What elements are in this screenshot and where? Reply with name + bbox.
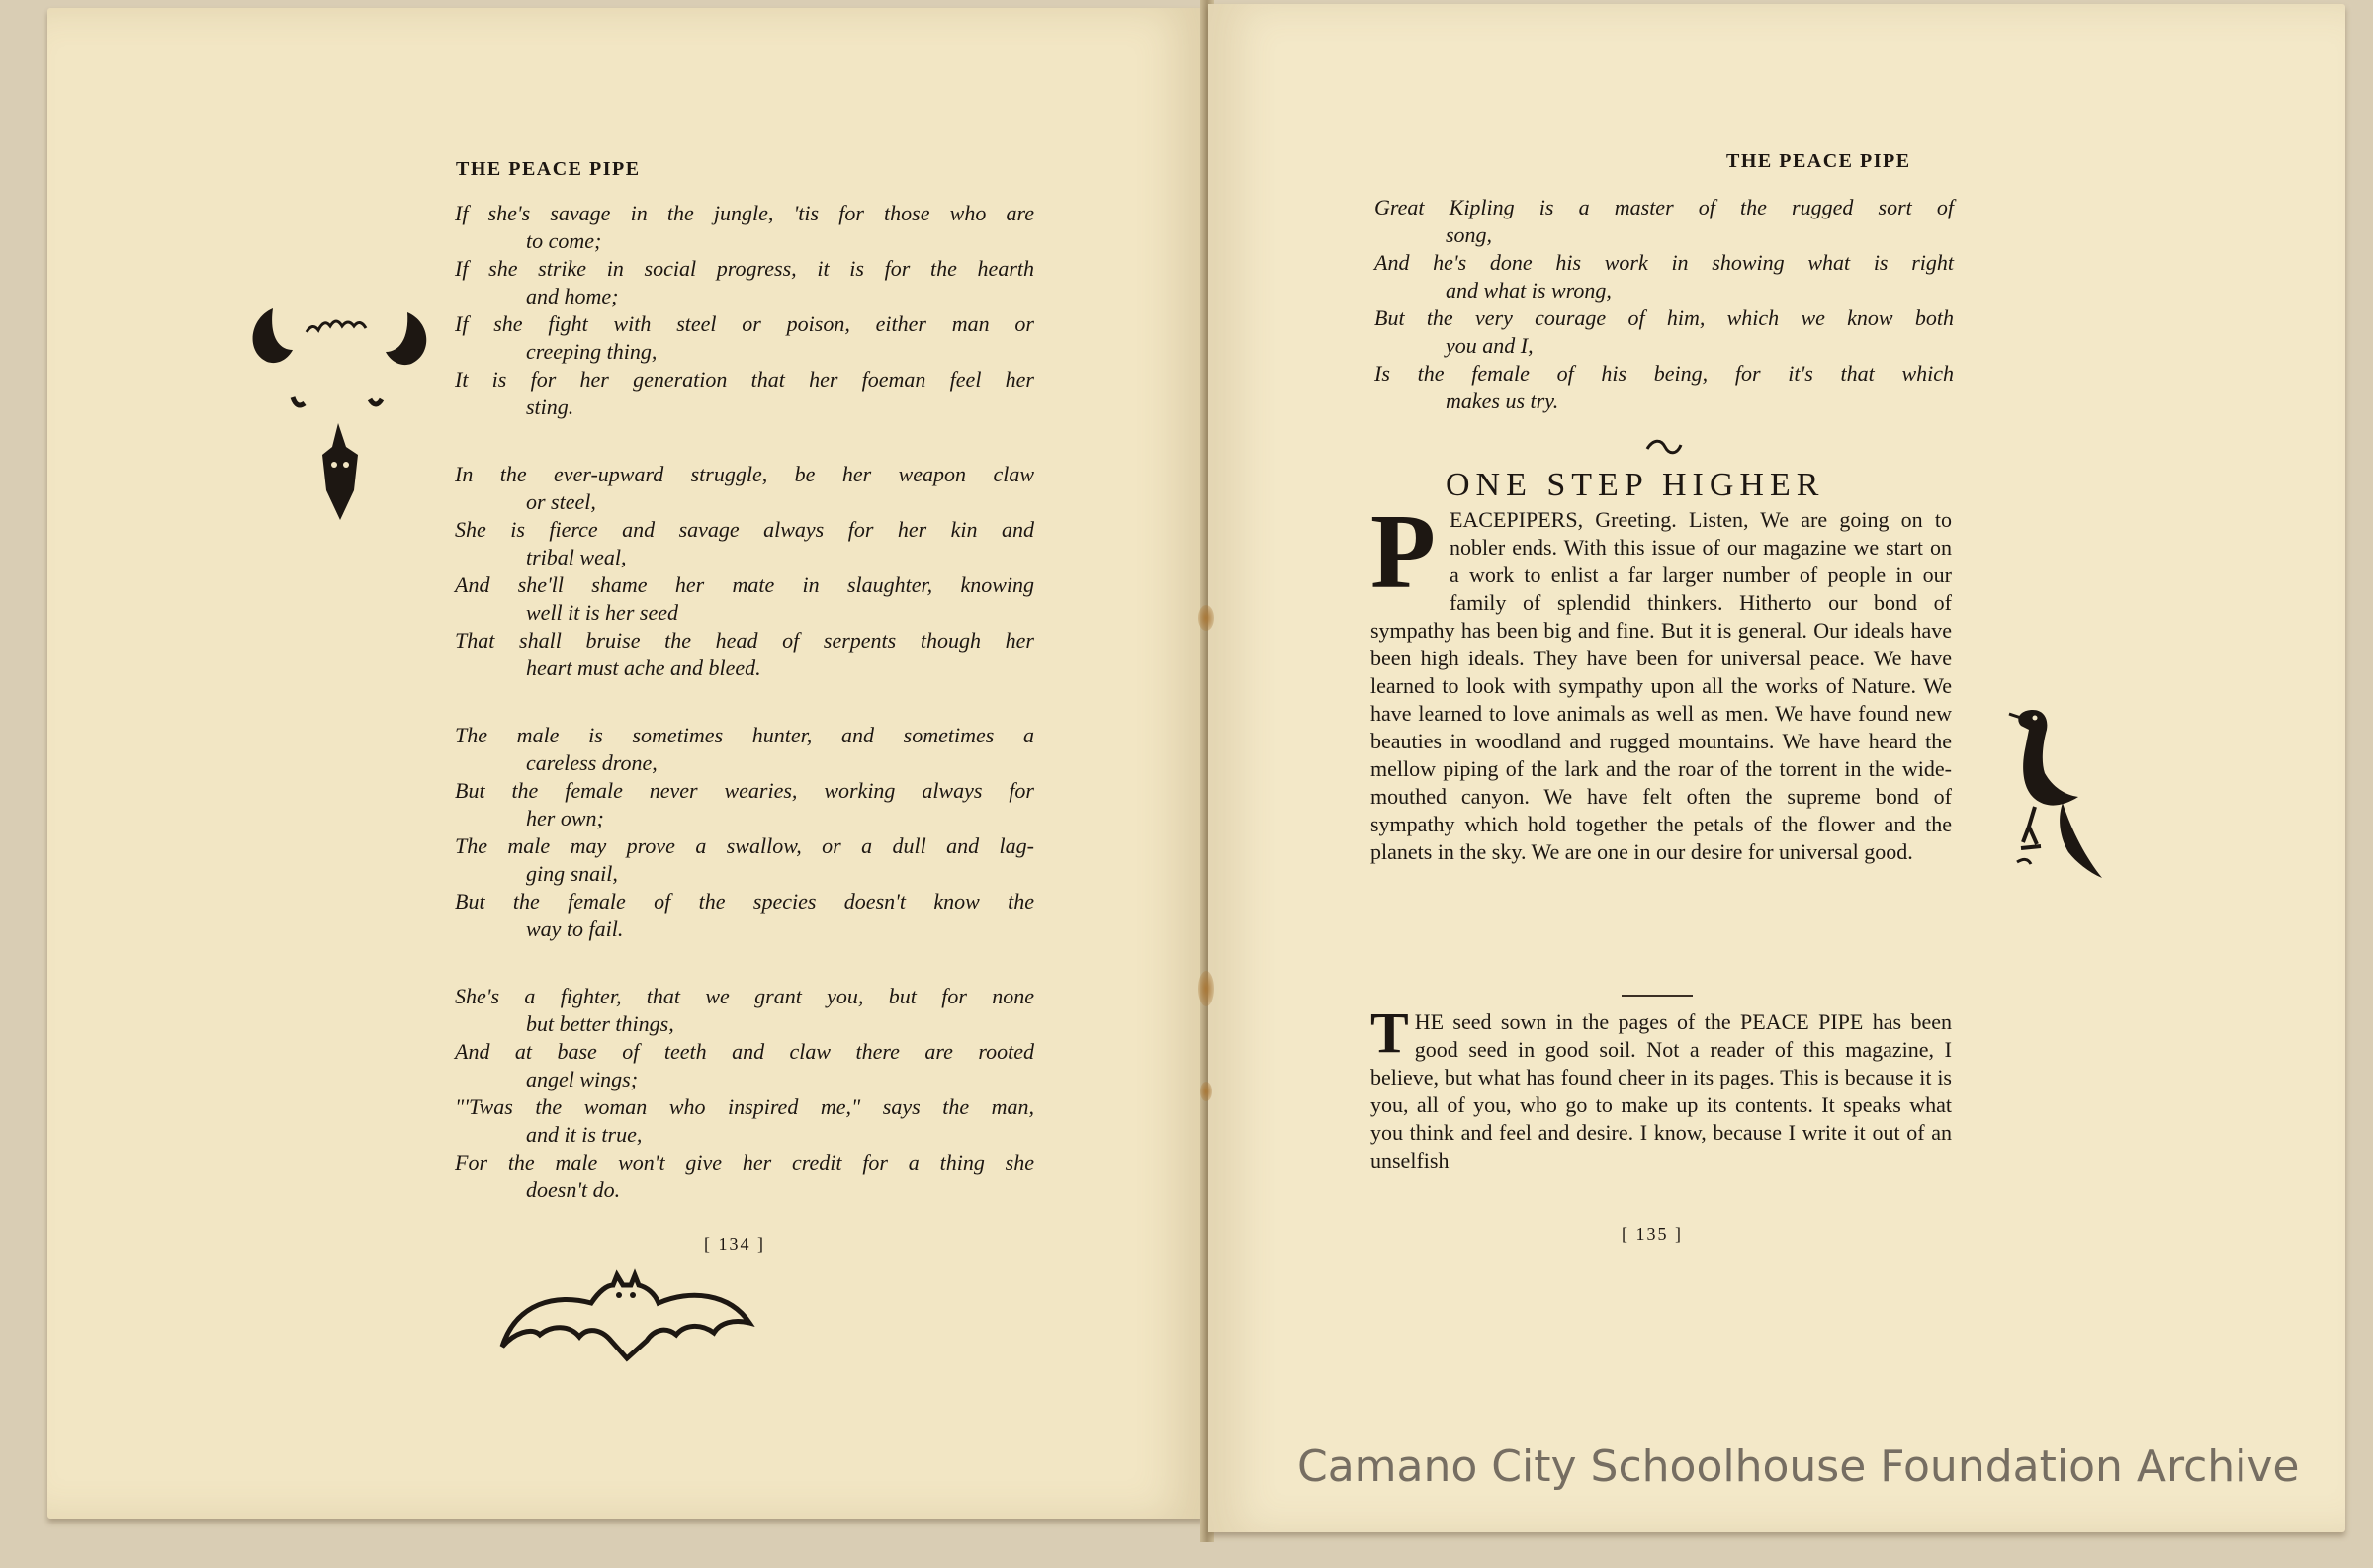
poem-stanza xyxy=(455,461,1034,682)
left-folio: [ 134 ] xyxy=(704,1234,765,1254)
poem-line: ging snail, xyxy=(526,861,618,886)
article-paragraph-1 xyxy=(1370,493,1952,866)
right-running-head: THE PEACE PIPE xyxy=(1726,150,1911,172)
poem-line: And he's done his work in showing what is right xyxy=(1374,250,1954,275)
poem-line: But the very courage of him, which we know both xyxy=(1374,305,1954,330)
poem-line: She's a fighter, that we grant you, but for none xyxy=(455,984,1034,1008)
poem-line: In the ever-upward struggle, be her weapon claw xyxy=(455,462,1034,486)
poem-line: But the female of the species doesn't know the xyxy=(455,889,1034,914)
section-divider xyxy=(1622,995,1693,997)
poem-line: She is fierce and savage always for her kin and xyxy=(455,517,1034,542)
poem-line: Great Kipling is a master of the rugged sort of xyxy=(1374,195,1954,219)
poem-line: creeping thing, xyxy=(526,339,658,364)
drop-cap-p: P xyxy=(1370,493,1436,611)
paragraph-1-text: EACEPIPERS, Greeting. Listen, We are going on to nobler ends. With this issue of our magazine we start on a work to enlist a far larger number of people in our family of splendid thinkers. Hitherto our bond of sympathy has been big and fine. But it is general. Our ideals have been high ideals. They have been for universal peace. We have learned to look with sympathy upon all the works of Nature. We have learned to love animals as well as men. We have found new beauties in woodland and rugged mountains. We have heard the mellow piping of the lark and the roar of the torrent in the wide-mouthed canyon. We have felt often the supreme bond of sympathy which hold together the petals of the flower and the planets in the sky. We are one in our desire for universal good. xyxy=(1370,507,1952,864)
poem-line: That shall bruise the head of serpents though her xyxy=(455,628,1034,653)
poem-line: Is the female of his being, for it's that which xyxy=(1374,361,1954,386)
gutter-stain xyxy=(1198,971,1214,1006)
swirl-ornament-icon xyxy=(1645,437,1683,457)
gutter-stain xyxy=(1200,1082,1212,1101)
poem-line: tribal weal, xyxy=(526,545,627,569)
poem-line: "'Twas the woman who inspired me," says the man, xyxy=(455,1094,1034,1119)
poem-stanza xyxy=(455,722,1034,943)
poem-line: It is for her generation that her foeman feel her xyxy=(455,367,1034,392)
buffalo-head-icon xyxy=(243,297,437,534)
poem-line: The male may prove a swallow, or a dull and lag- xyxy=(455,833,1034,858)
left-running-head: THE PEACE PIPE xyxy=(456,158,641,180)
poem-line: If she fight with steel or poison, either man or xyxy=(455,311,1034,336)
poem-line: and it is true, xyxy=(526,1122,643,1147)
right-folio: [ 135 ] xyxy=(1622,1224,1683,1244)
article-paragraph-2 xyxy=(1370,1001,1952,1175)
poem-stanza xyxy=(455,983,1034,1204)
poem-line: song, xyxy=(1446,222,1493,247)
poem-line: And at base of teeth and claw there are rooted xyxy=(455,1039,1034,1064)
poem-line: her own; xyxy=(526,806,604,830)
poem-line: careless drone, xyxy=(526,750,658,775)
poem-line: well it is her seed xyxy=(526,600,678,625)
poem-line: but better things, xyxy=(526,1011,674,1036)
poem-line: way to fail. xyxy=(526,916,624,941)
drop-cap-t: T xyxy=(1370,1001,1409,1065)
poem-line: or steel, xyxy=(526,489,596,514)
paragraph-2-text: HE seed sown in the pages of the PEACE PIPE has been good seed in good soil. Not a reader of this magazine, I believe, but what has found cheer in its pages. This is because it is you, all of you, who go to make up its contents. It speaks what you think and feel and desire. I know, because I write it out of an unselfish xyxy=(1370,1009,1952,1173)
poem-line: to come; xyxy=(526,228,602,253)
right-poem xyxy=(1374,194,1954,415)
poem-line: you and I, xyxy=(1446,333,1534,358)
section-title: ONE STEP HIGHER xyxy=(1446,467,1825,503)
poem-line: If she strike in social progress, it is for the hearth xyxy=(455,256,1034,281)
poem-line: makes us try. xyxy=(1446,389,1559,413)
poem-line: The male is sometimes hunter, and sometimes a xyxy=(455,723,1034,747)
poem-line: sting. xyxy=(526,394,574,419)
gutter-stain xyxy=(1198,605,1214,631)
poem-line: And she'll shame her mate in slaughter, knowing xyxy=(455,572,1034,597)
left-poem xyxy=(455,200,1034,1244)
bat-icon xyxy=(496,1263,755,1362)
poem-line: If she's savage in the jungle, 'tis for those who are xyxy=(455,201,1034,225)
poem-line: doesn't do. xyxy=(526,1177,621,1202)
poem-line: and home; xyxy=(526,284,619,308)
archive-watermark: Camano City Schoolhouse Foundation Archive xyxy=(1297,1441,2300,1492)
poem-line: angel wings; xyxy=(526,1067,639,1091)
bird-icon xyxy=(2007,704,2104,882)
poem-stanza xyxy=(455,200,1034,421)
poem-line: and what is wrong, xyxy=(1446,278,1612,303)
poem-line: For the male won't give her credit for a thing she xyxy=(455,1150,1034,1175)
poem-line: heart must ache and bleed. xyxy=(526,655,761,680)
poem-line: But the female never wearies, working always for xyxy=(455,778,1034,803)
